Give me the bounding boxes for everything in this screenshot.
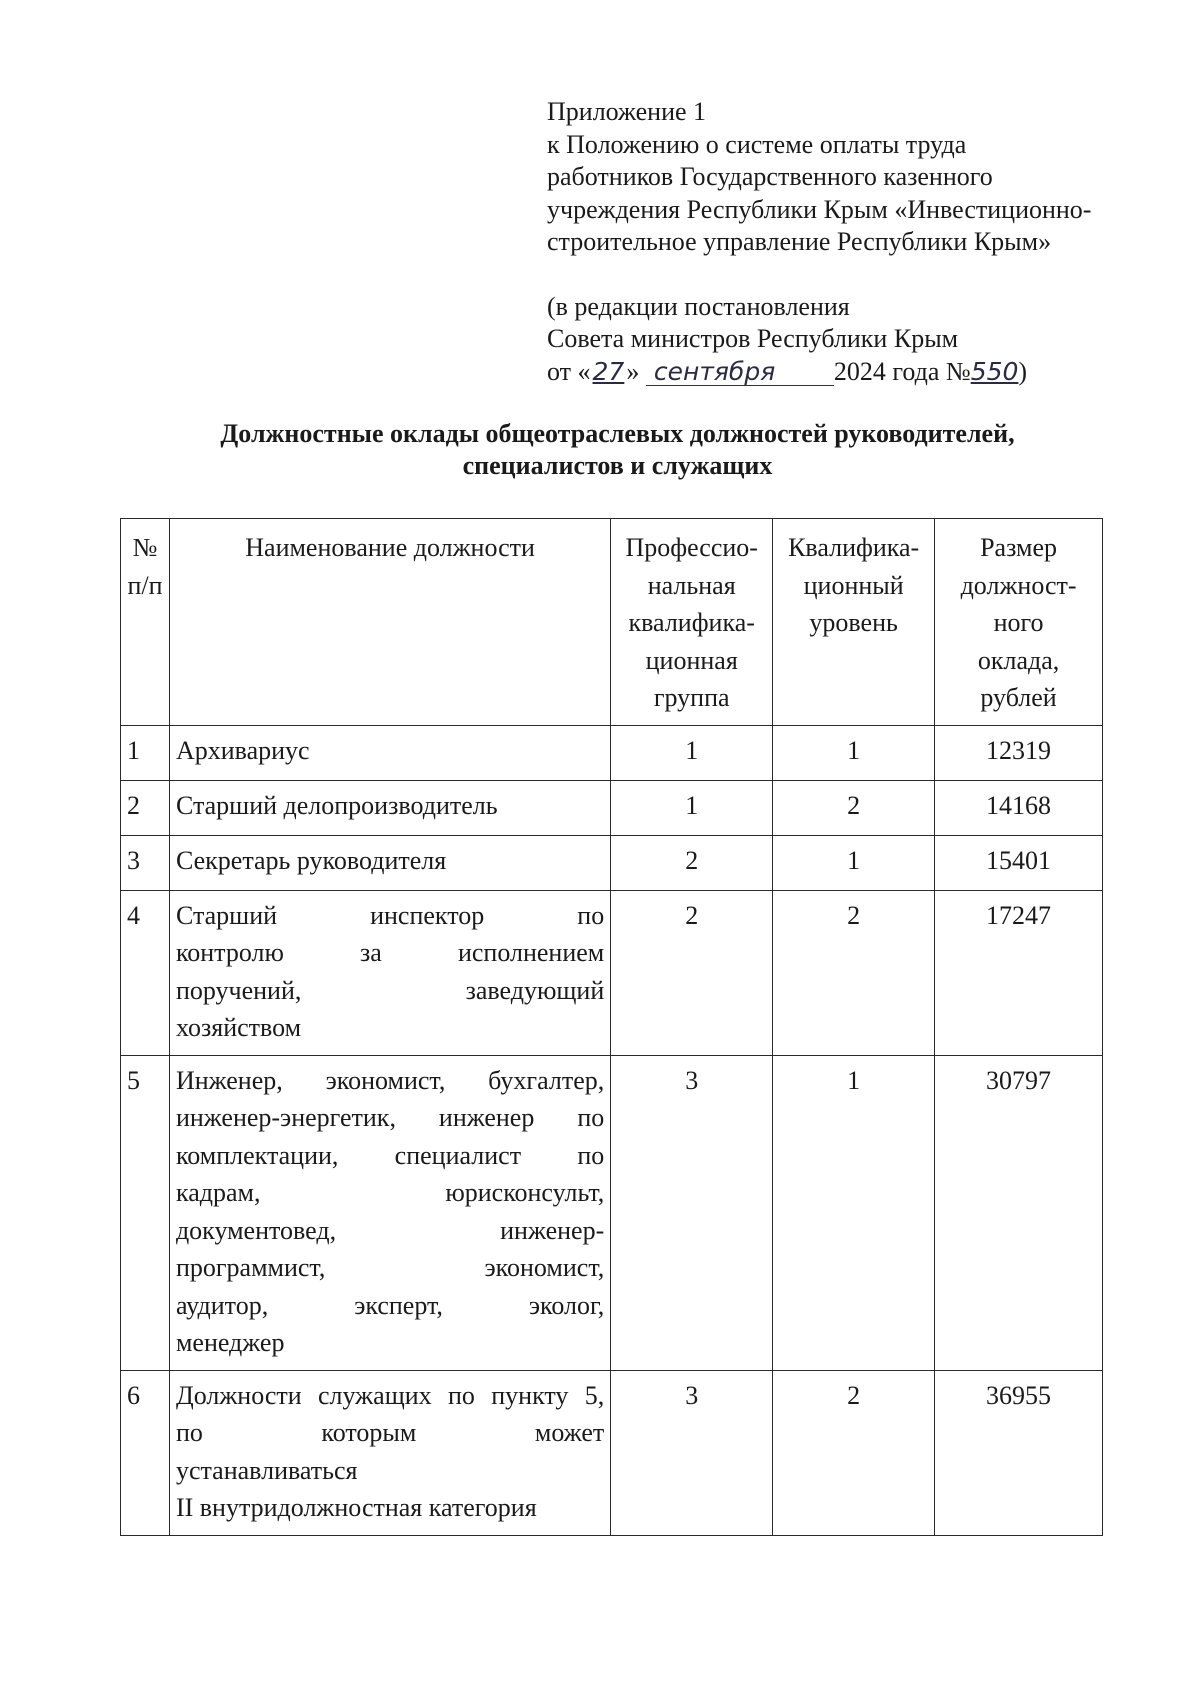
header-num: № п/п [121, 519, 170, 726]
cell-name: Старший инспектор по контролю за исполнением поручений, заведующий хозяйством [169, 890, 610, 1055]
date-year: 2024 года № [833, 356, 971, 386]
edition-date-line [547, 356, 1091, 389]
date-prefix: от « [547, 356, 591, 386]
appendix-line: Приложение 1 [547, 97, 707, 126]
header-group: Профессио- нальная квалифика- ционная группа [611, 519, 773, 726]
handwritten-day: 27 [592, 356, 625, 386]
cell-group: 1 [611, 780, 773, 835]
appendix-line: учреждения Республики Крым «Инвестиционно- [547, 194, 1092, 224]
cell-num: 2 [121, 780, 170, 835]
cell-level: 1 [773, 725, 935, 780]
cell-size: 14168 [935, 780, 1103, 835]
table-header-row [121, 519, 1103, 726]
cell-group: 2 [611, 890, 773, 1055]
cell-size: 36955 [935, 1370, 1103, 1535]
table-row [121, 780, 1103, 835]
title-line-1: Должностные оклады общеотраслевых должностей руководителей, [220, 419, 1015, 448]
cell-size: 30797 [935, 1055, 1103, 1370]
table-row [121, 1055, 1103, 1370]
table-row [121, 725, 1103, 780]
cell-level: 2 [773, 1370, 935, 1535]
appendix-line: к Положению о системе оплаты труда [547, 129, 967, 159]
cell-num: 5 [121, 1055, 170, 1370]
handwritten-doc-number: 550 [970, 356, 1019, 386]
cell-name: Старший делопроизводитель [169, 780, 610, 835]
cell-num: 4 [121, 890, 170, 1055]
appendix-line: работников Государственного казенного [547, 162, 993, 191]
cell-name: Инженер, экономист, бухгалтер, инженер-энергетик, инженер по комплектации, специалист по кадрам, юрисконсульт, документовед, инженер- программист, экономист, аудитор, эксперт, эколог, менеджер [169, 1055, 610, 1370]
table-row [121, 890, 1103, 1055]
cell-name: Секретарь руководителя [169, 835, 610, 890]
header-name: Наименование должности [169, 519, 610, 726]
cell-group: 3 [611, 1370, 773, 1535]
cell-name: Должности служащих по пункту 5, по которым может устанавливаться II внутридолжностная категория [169, 1370, 610, 1535]
cell-name: Архивариус [169, 725, 610, 780]
appendix-line: строительное управление Республики Крым» [547, 227, 1052, 256]
cell-num: 3 [121, 835, 170, 890]
cell-num: 6 [121, 1370, 170, 1535]
cell-size: 12319 [935, 725, 1103, 780]
cell-size: 15401 [935, 835, 1103, 890]
cell-level: 2 [773, 780, 935, 835]
date-mid: » [626, 356, 640, 386]
cell-level: 1 [773, 835, 935, 890]
cell-level: 1 [773, 1055, 935, 1370]
date-suffix: ) [1018, 356, 1028, 386]
cell-level: 2 [773, 890, 935, 1055]
cell-group: 1 [611, 725, 773, 780]
header-level: Квалифика- ционный уровень [773, 519, 935, 726]
title-line-2: специалистов и служащих [462, 451, 773, 480]
cell-num: 1 [121, 725, 170, 780]
cell-group: 3 [611, 1055, 773, 1370]
header-size: Размер должност- ного оклада, рублей [935, 519, 1103, 726]
table-row [121, 1370, 1103, 1535]
edition-line: (в редакции постановления [547, 291, 850, 321]
cell-size: 17247 [935, 890, 1103, 1055]
cell-group: 2 [611, 835, 773, 890]
appendix-spacer [547, 259, 1091, 291]
table-row [121, 835, 1103, 890]
handwritten-month: сентября [646, 359, 834, 386]
document-title [120, 418, 1115, 482]
edition-line: Совета министров Республики Крым [547, 324, 959, 353]
salary-table [120, 518, 1103, 1536]
appendix-block [547, 96, 1091, 388]
